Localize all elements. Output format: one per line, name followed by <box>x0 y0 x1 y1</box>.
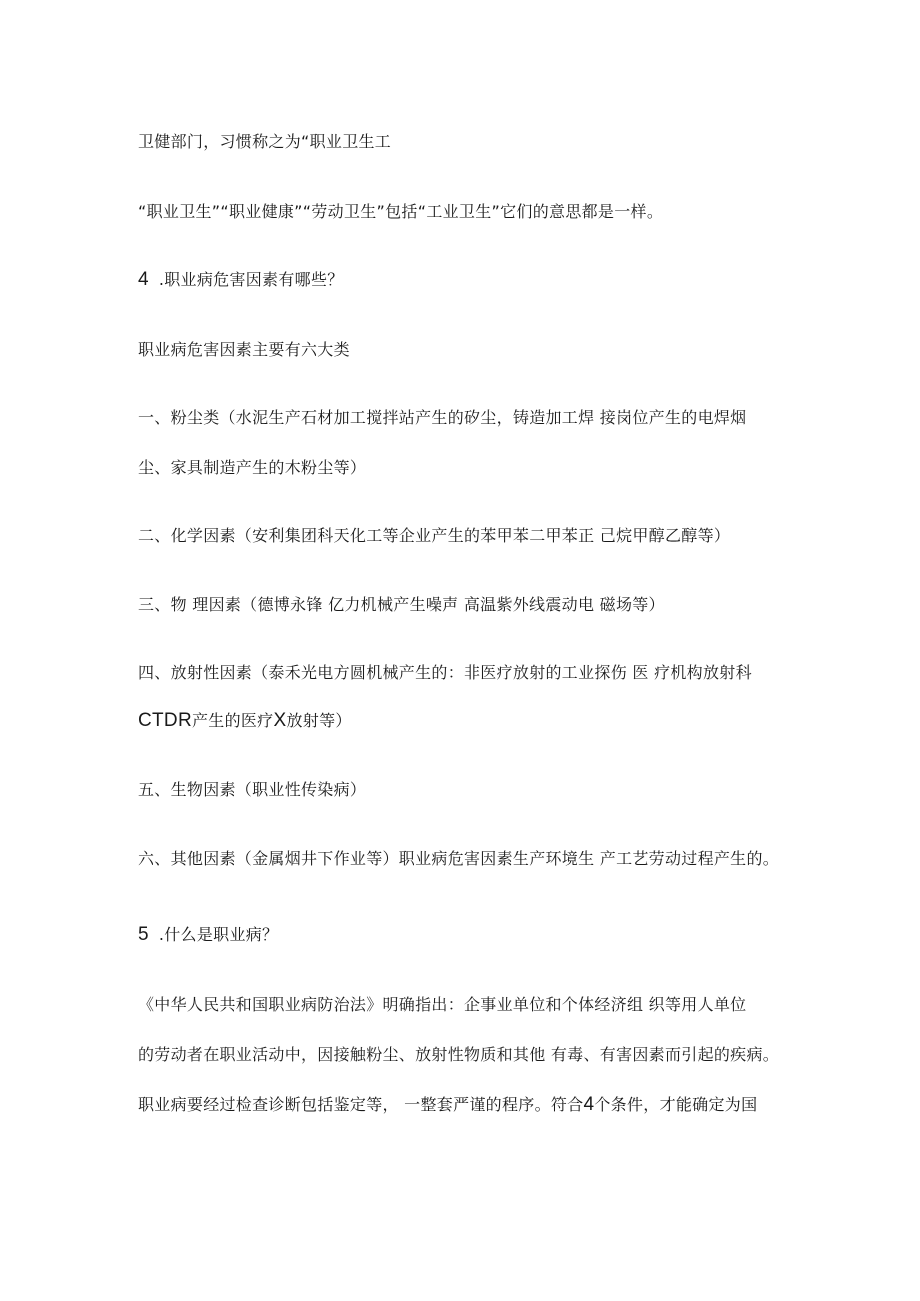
text-line: 职业病危害因素主要有六大类 <box>138 340 350 359</box>
text-line: 三、物 理因素（德博永锋 亿力机械产生噪声 高温紫外线震动电 磁场等） <box>138 595 665 614</box>
text-line: 的劳动者在职业活动中，因接触粉尘、放射性物质和其他 有毒、有害因素而引起的疾病。 <box>138 1045 780 1064</box>
question-text: .职业病危害因素有哪些？ <box>158 270 344 289</box>
text-span: 个条件，才能确定为国 <box>594 1095 758 1114</box>
text-span: 放射等） <box>286 711 352 730</box>
number-span: 4 <box>583 1094 595 1115</box>
latin-term: CTDR <box>138 710 192 731</box>
text-line: 四、放射性因素（泰禾光电方圆机械产生的：非医疗放射的工业探伤 医 疗机构放射科 <box>138 663 752 682</box>
text-line: 二、化学因素（安利集团科天化工等企业产生的苯甲苯二甲苯正 己烷甲醇乙醇等） <box>138 526 731 545</box>
question-heading <box>138 268 344 292</box>
question-number: 5 <box>138 924 149 945</box>
text-line <box>138 709 352 733</box>
question-text: .什么是职业病？ <box>158 925 279 944</box>
text-line: 《中华人民共和国职业病防治法》明确指出：企事业单位和个体经济组 织等用人单位 <box>138 995 747 1014</box>
latin-term: X <box>273 710 287 731</box>
text-span: 职业病要经过检查诊断包括鉴定等， 一整套严谨的程序。符合 <box>138 1095 584 1114</box>
question-number: 4 <box>138 269 149 290</box>
text-line: 五、生物因素（职业性传染病） <box>138 780 367 799</box>
question-heading <box>138 923 278 947</box>
text-span: 产生的医疗 <box>191 711 274 730</box>
text-line: 卫健部门，习惯称之为“职业卫生工 <box>138 132 392 151</box>
text-line: 六、其他因素（金属烟井下作业等）职业病危害因素生产环境生 产工艺劳动过程产生的。 <box>138 849 780 868</box>
text-line <box>138 1093 757 1117</box>
text-line: 尘、家具制造产生的木粉尘等） <box>138 458 367 477</box>
text-line: 一、粉尘类（水泥生产石材加工搅拌站产生的矽尘，铸造加工焊 接岗位产生的电焊烟 <box>138 408 747 427</box>
text-line: “职业卫生”“职业健康”“劳动卫生”包括“工业卫生”它们的意思都是一样。 <box>138 202 664 221</box>
